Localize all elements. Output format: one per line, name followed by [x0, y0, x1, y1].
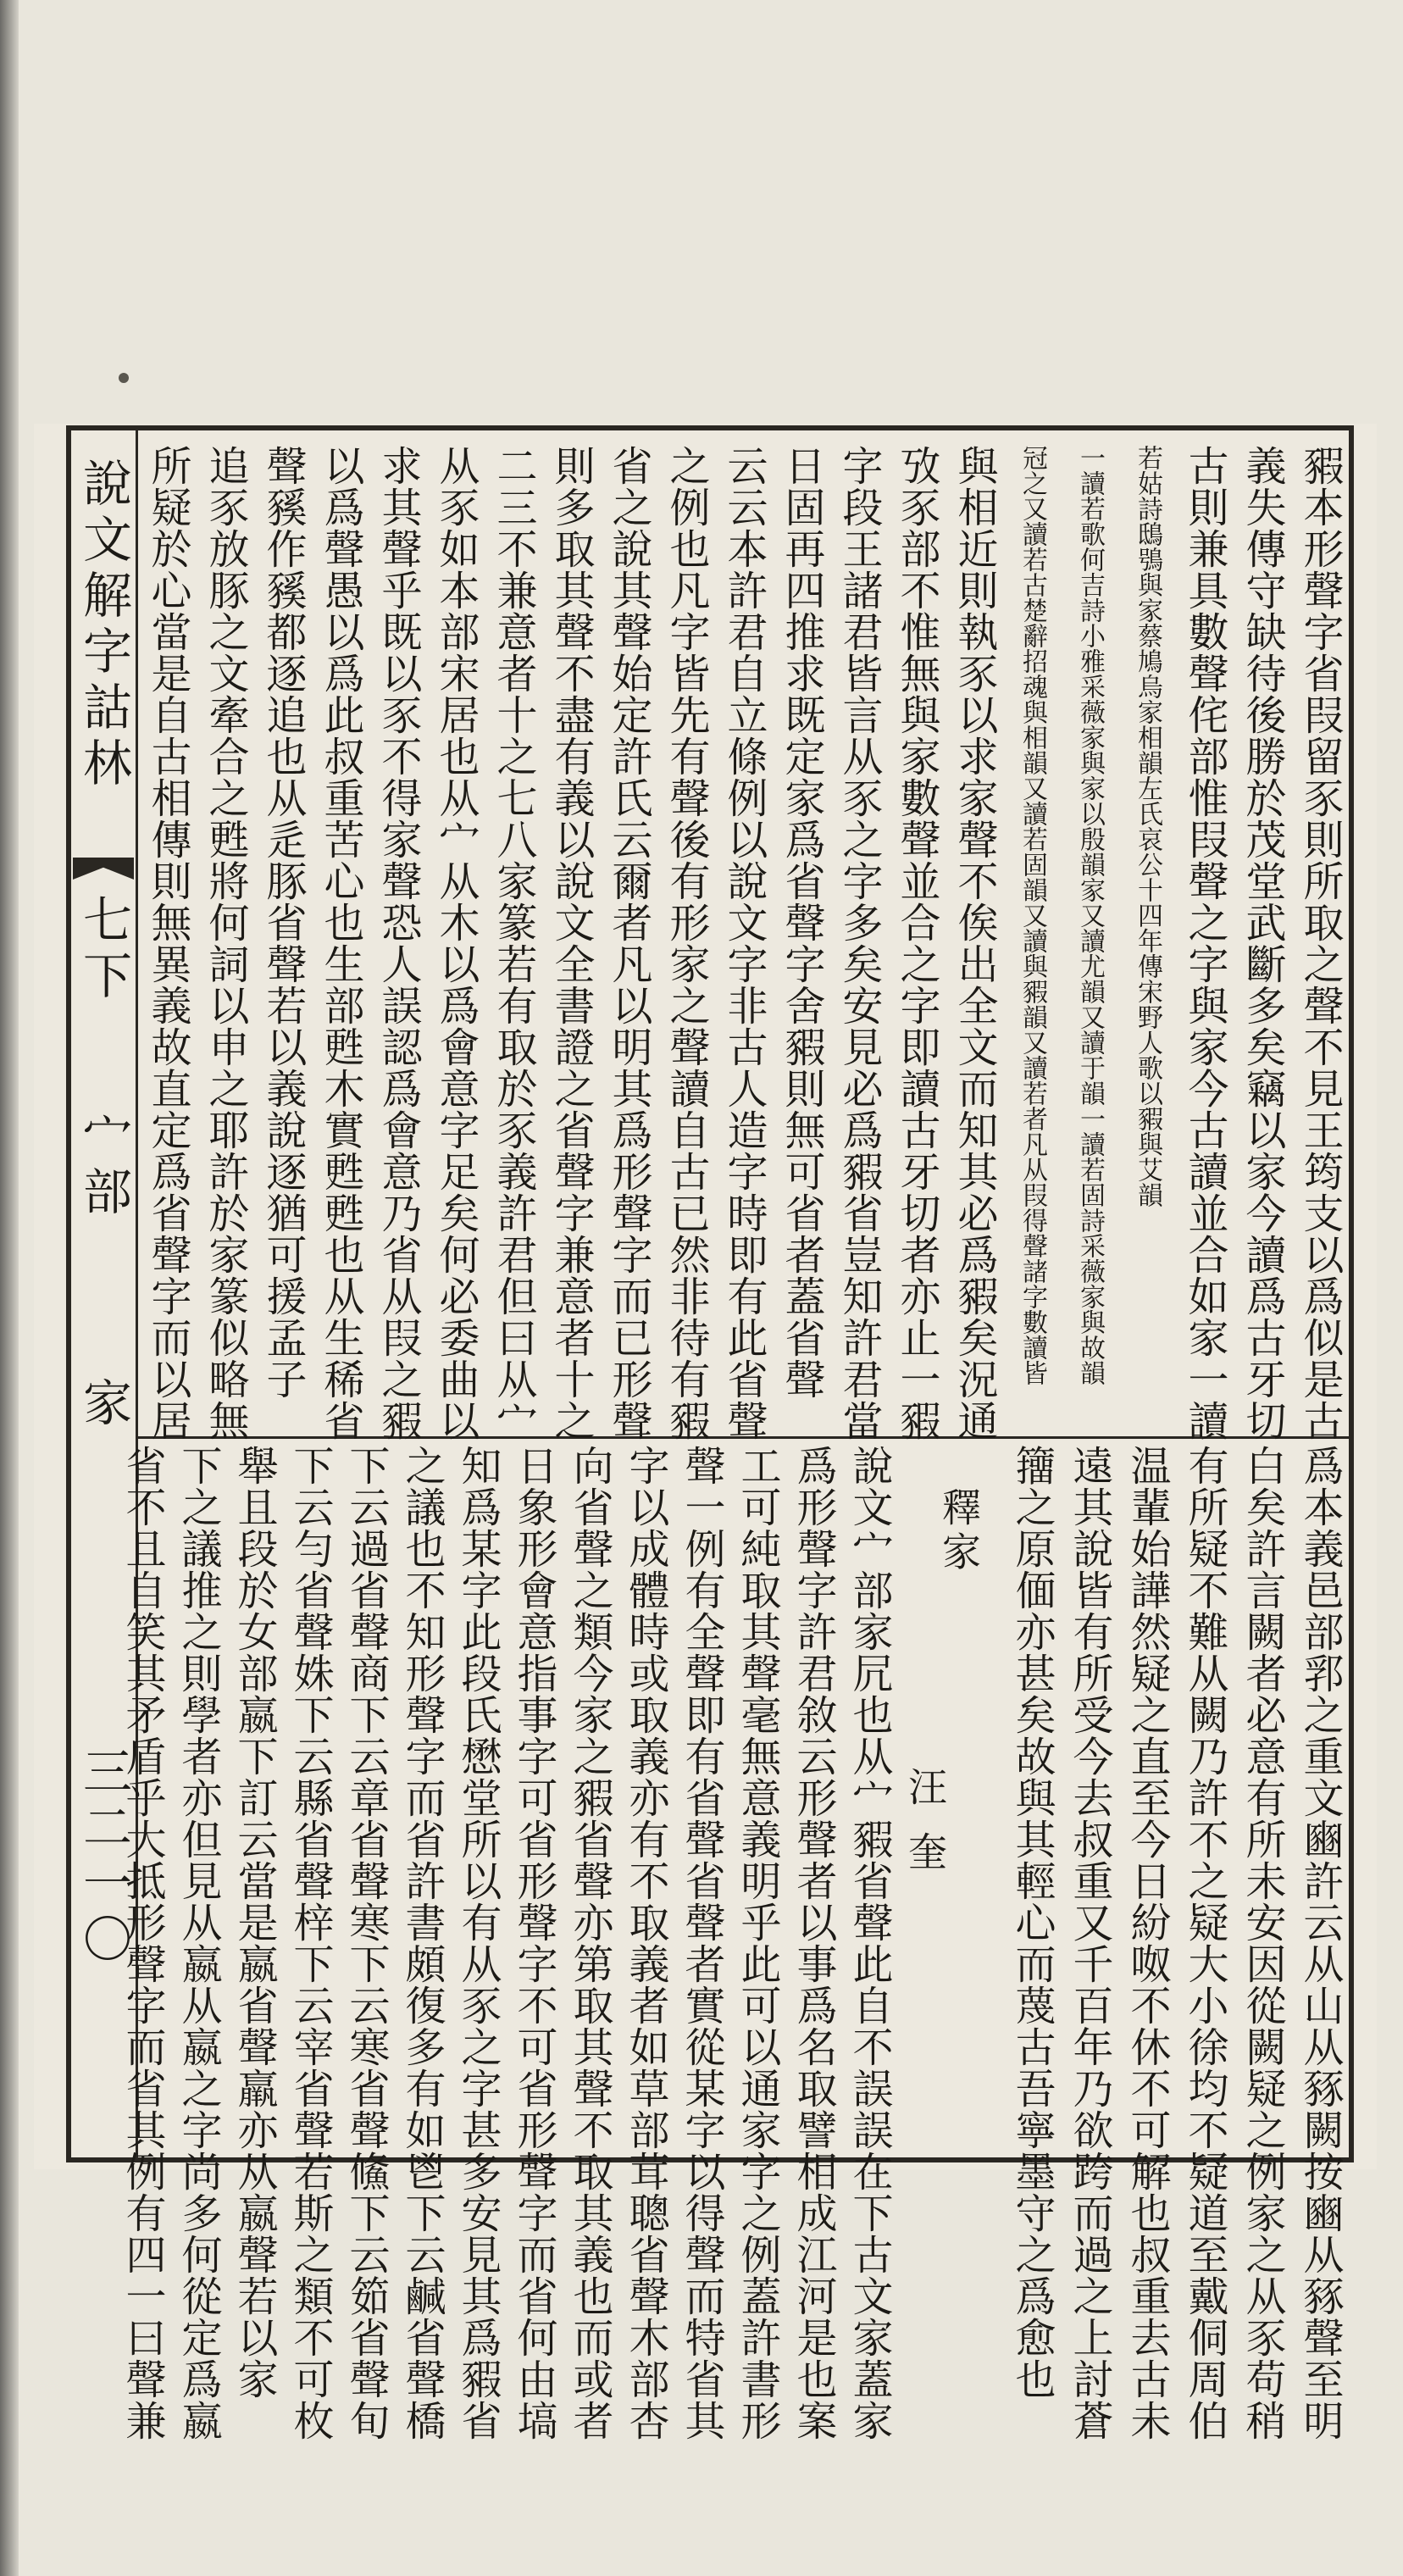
text-column: 日象形會意指事字可省形聲字不可省形聲字而省何由塙: [510, 1445, 557, 2441]
page-number: 三二一〇: [75, 1746, 132, 1969]
text-column: 冠之又讀若古楚辭招魂與相韻又讀若固韻又讀與豭韻又讀若者凡从叚得聲諸字數讀皆: [1018, 445, 1047, 1385]
text-column: 求其聲乎既以豕不得家聲恐人誤認爲會意乃省从叚之豭: [374, 445, 422, 1441]
text-column: 温輩始譁然疑之直至今日紛呶不休不可解也叔重去古未: [1123, 1445, 1171, 2441]
volume-label: 七下: [75, 894, 132, 1006]
text-column: 舉且段於女部嬴下訂云當是嬴省聲羸亦从嬴聲若以家: [230, 1445, 278, 2400]
text-column: 工可純取其聲毫無意義明乎此可以通家字之例蓋許書形: [734, 1445, 781, 2441]
text-column: 日固再四推求既定家爲省聲字舍豭則無可省者蓋省聲: [778, 445, 825, 1400]
text-column: 籒之原偭亦甚矣故與其輕心而蔑古吾寧墨守之爲愈也: [1008, 1445, 1056, 2400]
text-column: 遠其說皆有所受今去叔重又千百年乃欲跨而過之上討蒼: [1066, 1445, 1113, 2441]
text-column: 追豕放豚之文牽合之甦將何詞以申之耶許於家篆似略無: [202, 445, 249, 1441]
book-title: 說文解字詁林: [75, 458, 132, 793]
text-column: 攷豕部不惟無與家數聲並合之字即讀古牙切者亦止一豭: [893, 445, 940, 1441]
section-label: 宀部: [75, 1110, 132, 1222]
binding-shadow: [0, 0, 19, 2576]
text-column: 聲一例有全聲即有省聲省聲者實從某字以得聲而特省其: [678, 1445, 725, 2441]
text-column: 知爲某字此段氏懋堂所以有从豕之字甚多安見其爲豭省: [454, 1445, 502, 2441]
character-label: 家: [75, 1377, 132, 1433]
text-column: 下之議推之則學者亦但見从嬴从嬴之字尚多何從定爲嬴: [175, 1445, 222, 2441]
text-column: 之例也凡字皆先有聲後有形家之聲讀自古已然非待有豭: [663, 445, 710, 1441]
text-column: 與相近則執豕以求家聲不俟出全文而知其必爲豭矣況通: [951, 445, 998, 1441]
text-column: 之議也不知形聲字而省許書頗復多有如鬯下云鹹省聲橋: [398, 1445, 446, 2441]
text-column: 聲豯作豯都逐追也从辵豚省聲若以義說逐猶可援孟子: [259, 445, 307, 1400]
text-column: 省之說其聲始定許氏云爾者凡以明其爲形聲字而已形聲: [605, 445, 652, 1441]
upper-text-block: [140, 445, 1351, 1441]
text-column: 義失傳守缺待後勝於茂堂武斷多矣竊以家今讀爲古牙切: [1239, 445, 1286, 1441]
author-name: 汪奎: [902, 1767, 948, 1896]
text-column: 說文宀部家凥也从宀豭省聲此自不誤誤在下古文家蓋家: [846, 1445, 893, 2441]
text-column: 二三不兼意者十之七八家篆若有取於豕義許君但曰从宀: [490, 445, 537, 1441]
text-column: 爲形聲字許君敘云形聲者以事爲名取譬相成江河是也案: [790, 1445, 837, 2441]
text-column: 有所疑不難从闕乃許不之疑大小徐均不疑道至戴侗周伯: [1181, 1445, 1228, 2441]
text-column: 从豕如本部宋居也从宀从木以爲會意字足矣何必委曲以: [432, 445, 480, 1441]
ink-spot: [119, 373, 129, 383]
text-column: 古則兼具數聲侘部惟叚聲之字與家今古讀並合如家一讀: [1181, 445, 1228, 1441]
text-column: 省不且自笑其矛盾乎大抵形聲字而省其例有四一曰聲兼: [119, 1445, 166, 2441]
entry-title: 釋家: [936, 1487, 982, 1575]
text-column: 下云勻省聲姝下云縣省聲梓下云宰省聲若斯之類不可枚: [286, 1445, 334, 2441]
text-column: 字以成體時或取義亦有不取義者如草部茸聰省聲木部杏: [622, 1445, 669, 2441]
lower-text-block: [119, 1445, 1351, 2441]
text-column: 字段王諸君皆言从豕之字多矣安見必爲豭省豈知許君當: [835, 445, 883, 1441]
text-column: 若姑詩鴟鴞與家蔡鳩烏家相韻左氏哀公十四年傳宋野人歌以豭與艾韻: [1133, 445, 1162, 1208]
text-column: 一讀若歌何吉詩小雅采薇家與家以殷韻家又讀尤韻又讀于韻一讀若固詩采薇家與故韻: [1075, 445, 1105, 1385]
text-column: 云云本許君自立條例以說文字非古人造字時即有此省聲: [720, 445, 768, 1441]
text-column: 以爲聲愚以爲此叔重苦心也生部甦木實甦甦也从生稀省: [317, 445, 364, 1441]
text-column: 向省聲之類今家之豭省聲亦第取其聲不取其義也而或者: [566, 1445, 613, 2441]
text-column: 下云過省聲商下云章省聲寒下云寒省聲鯈下云筎省聲旬: [342, 1445, 390, 2441]
text-column: 所疑於心當是自古相傳則無異義故直定爲省聲字而以居: [144, 445, 191, 1441]
text-column: 爲本義邑部郛之重文豳許云从山从豩闕按豳从豩聲至明: [1296, 1445, 1344, 2441]
text-column: 白矣許言闕者必意有所未安因從闕疑之例家之从豕苟稍: [1239, 1445, 1286, 2441]
text-column: 豭本形聲字省叚留豕則所取之聲不見王筠支以爲似是古: [1296, 445, 1344, 1441]
text-column: 則多取其聲不盡有義以說文全書證之省聲字兼意者十之: [547, 445, 595, 1441]
